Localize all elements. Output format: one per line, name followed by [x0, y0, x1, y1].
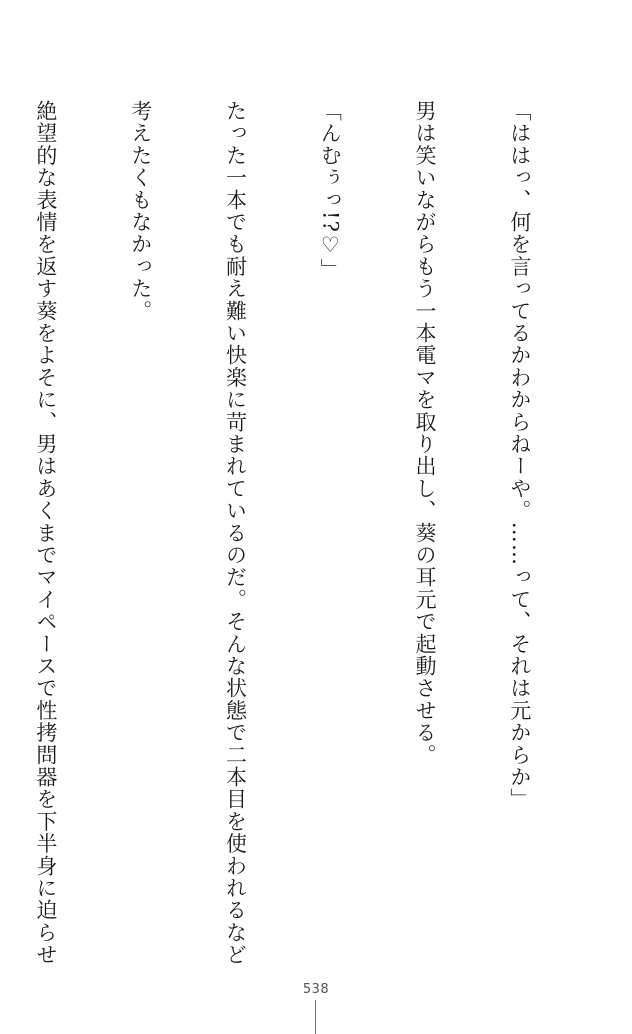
text-line: 「んむぅっ!?♡」 — [318, 100, 343, 281]
text-line: 男は笑いながらもう一本電マを取り出し、葵の耳元で起動させる。 — [413, 100, 438, 766]
page-number: 538 — [302, 982, 330, 997]
vertical-text-body — [33, 100, 598, 966]
text-line: 「ははっ、何を言ってるかわからねーや。……って、それは元からか」 — [507, 100, 532, 811]
text-line: 考えたくもなかった。 — [128, 100, 153, 322]
text-line: たった一本でも耐え難い快楽に苛まれているのだ。そんな状態で二本目を使われるなど — [223, 100, 248, 966]
page-number-rule — [315, 1000, 316, 1034]
text-line: 絶望的な表情を返す葵をよそに、男はあくまでマイペースで性拷問器を下半身に迫らせ — [33, 100, 58, 966]
